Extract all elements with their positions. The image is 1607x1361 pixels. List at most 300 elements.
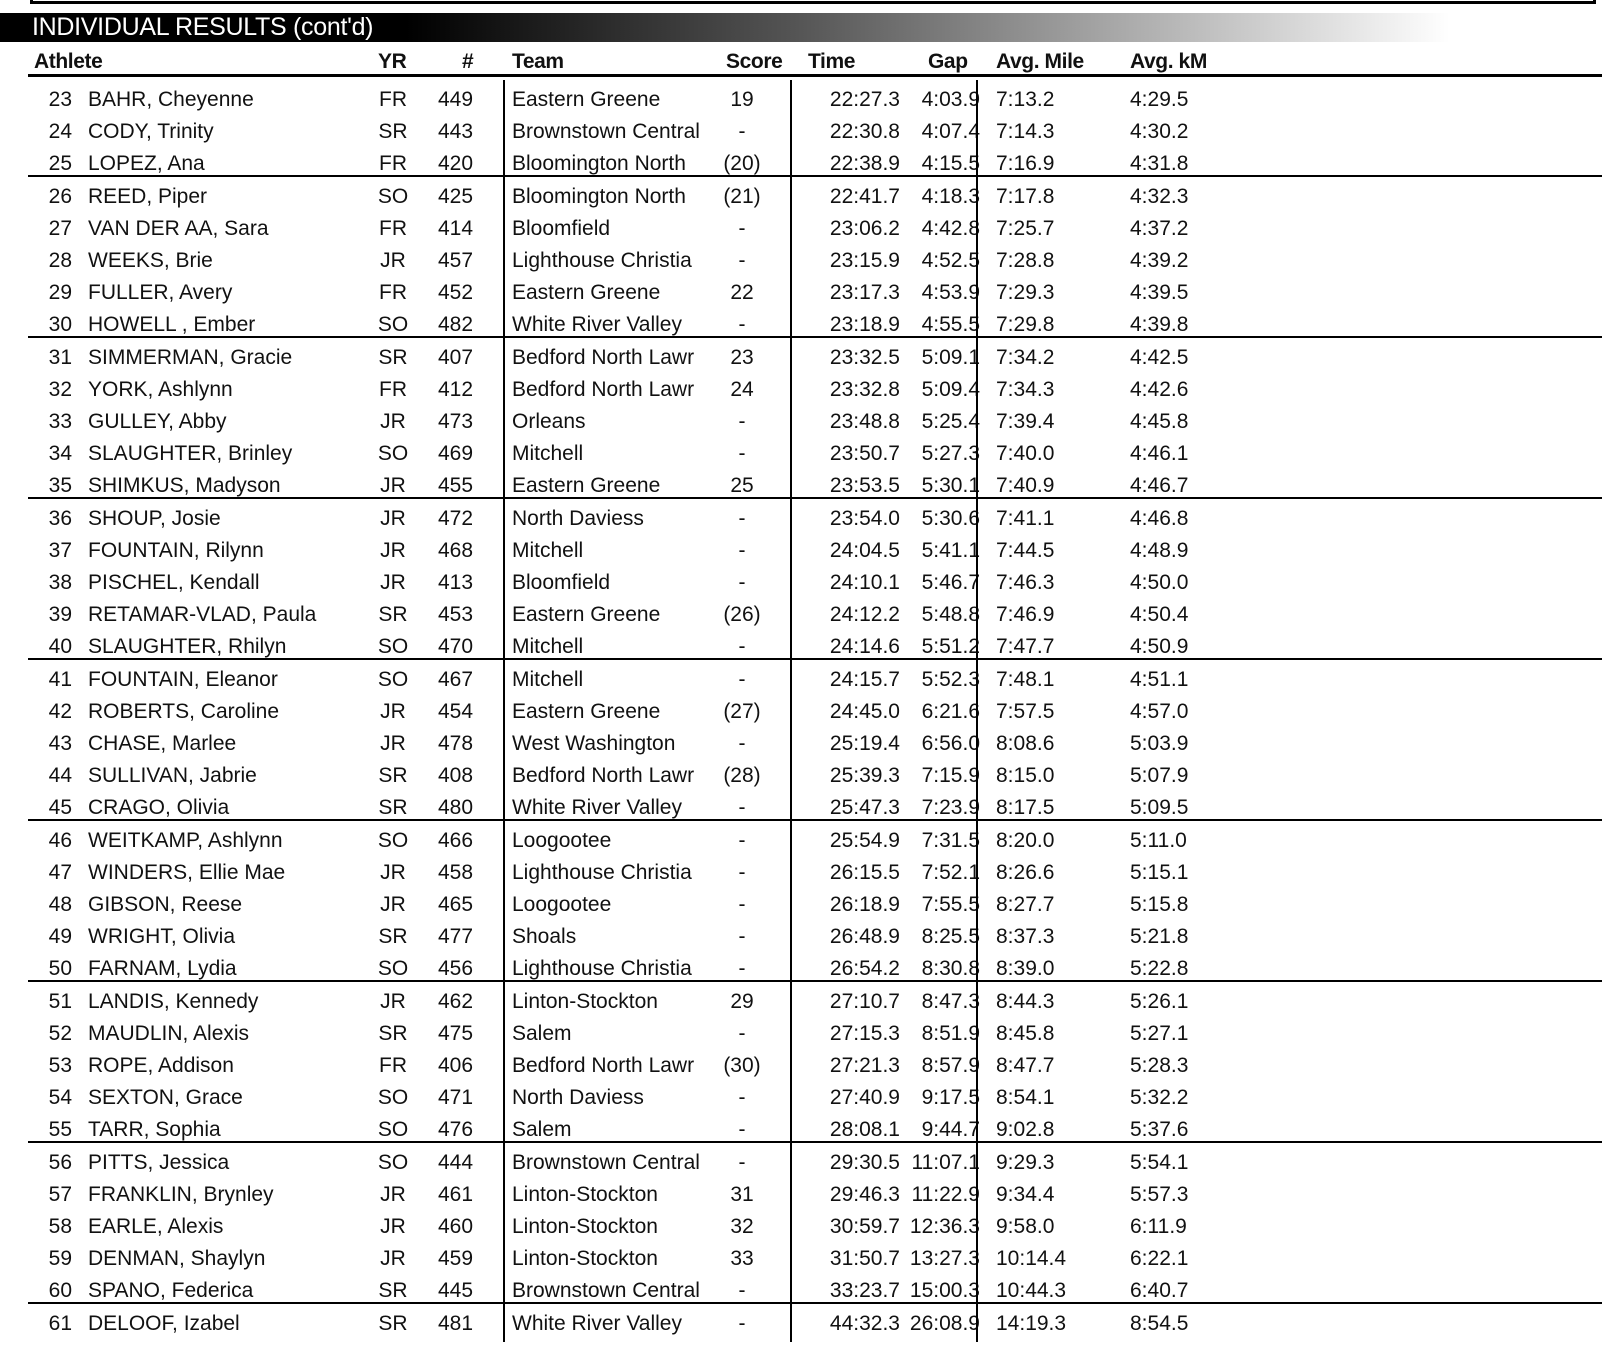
table-row [0,627,1607,659]
score-cell: 23 [730,345,754,369]
place-cell: 56 [48,1150,72,1174]
bib-number-cell: 481 [437,1311,474,1335]
place-cell: 24 [48,120,72,144]
year-cell: JR [380,860,406,884]
avg-mile-cell: 7:44.5 [996,538,1055,562]
athlete-name-cell: SEXTON, Grace [88,1086,243,1110]
bib-number-cell: 456 [437,957,474,981]
avg-mile-cell: 7:57.5 [996,699,1055,723]
athlete-name-cell: FARNAM, Lydia [88,957,237,981]
bib-number-cell: 444 [437,1150,474,1174]
place-cell: 39 [48,603,72,627]
section-banner [0,13,1450,42]
year-cell: FR [379,216,407,240]
place-cell: 54 [48,1086,72,1110]
score-cell: - [738,860,746,884]
bib-number-cell: 445 [437,1279,474,1303]
year-cell: JR [380,989,406,1013]
bib-number-cell: 454 [437,699,474,723]
avg-km-cell: 4:39.2 [1130,249,1189,272]
time-cell: 23:17.3 [829,281,900,305]
avg-mile-cell: 8:27.7 [996,893,1055,916]
score-cell: 32 [730,1215,754,1238]
time-cell: 22:30.8 [829,120,900,144]
athlete-name-cell: FOUNTAIN, Eleanor [88,667,278,691]
team-cell: Loogootee [512,893,612,916]
avg-mile-cell: 14:19.3 [996,1311,1067,1335]
avg-km-cell: 4:51.1 [1130,667,1189,691]
athlete-name-cell: GULLEY, Abby [88,410,227,433]
athlete-name-cell: TARR, Sophia [88,1118,221,1142]
gap-cell: 4:53.9 [921,281,980,305]
gap-cell: 8:30.8 [921,957,980,981]
score-cell: 33 [730,1247,754,1271]
score-cell: 31 [730,1182,754,1206]
team-cell: Linton-Stockton [512,1215,658,1238]
column-divider [976,80,978,1342]
avg-mile-cell: 7:34.3 [996,377,1055,401]
athlete-name-cell: FULLER, Avery [88,281,233,305]
header-yr: YR [378,50,407,73]
team-cell: North Daviess [512,506,644,530]
score-cell: - [738,796,746,820]
gap-cell: 4:42.8 [921,216,980,240]
team-cell: Salem [512,1118,572,1142]
gap-cell: 4:03.9 [921,88,980,111]
gap-cell: 7:15.9 [921,764,980,788]
avg-km-cell: 4:42.5 [1130,345,1189,369]
header-gap: Gap [928,50,968,73]
avg-km-cell: 5:09.5 [1130,796,1189,820]
gap-cell: 4:52.5 [921,249,980,272]
year-cell: JR [380,474,406,498]
gap-cell: 7:31.5 [921,828,980,852]
gap-cell: 12:36.3 [909,1215,980,1238]
avg-km-cell: 4:29.5 [1130,88,1189,111]
year-cell: SO [377,184,409,208]
avg-km-cell: 5:11.0 [1130,828,1187,852]
place-cell: 43 [48,732,72,755]
score-cell: (28) [723,764,761,788]
time-cell: 27:21.3 [829,1054,900,1077]
avg-km-cell: 4:39.5 [1130,281,1189,305]
avg-km-cell: 4:50.9 [1130,635,1189,659]
score-cell: - [738,635,746,659]
athlete-name-cell: SIMMERMAN, Gracie [88,345,293,369]
team-cell: Mitchell [512,635,584,659]
athlete-name-cell: LOPEZ, Ana [88,152,205,176]
gap-cell: 5:30.1 [921,474,980,498]
time-cell: 22:27.3 [829,88,900,111]
table-row [0,177,1607,209]
place-cell: 49 [48,925,72,949]
gap-cell: 26:08.9 [909,1311,980,1335]
score-cell: - [738,1021,746,1045]
team-cell: Linton-Stockton [512,1182,658,1206]
avg-km-cell: 5:21.8 [1130,925,1189,949]
table-row [0,1143,1607,1175]
team-cell: White River Valley [512,796,682,820]
avg-mile-cell: 8:37.3 [996,925,1055,949]
score-cell: - [738,442,746,466]
avg-km-cell: 4:46.1 [1130,442,1189,466]
avg-km-cell: 4:39.8 [1130,313,1189,337]
avg-km-cell: 4:42.6 [1130,377,1189,401]
avg-mile-cell: 8:15.0 [996,764,1055,788]
avg-mile-cell: 7:25.7 [996,216,1055,240]
score-cell: - [738,506,746,530]
header-rule [28,74,1602,77]
avg-mile-cell: 7:46.3 [996,571,1055,594]
year-cell: JR [380,732,406,755]
bib-number-cell: 482 [437,313,474,337]
place-cell: 59 [48,1247,72,1271]
athlete-name-cell: SPANO, Federica [88,1279,254,1303]
score-cell: - [738,957,746,981]
table-row [0,531,1607,563]
avg-km-cell: 5:54.1 [1130,1150,1189,1174]
place-cell: 40 [48,635,72,659]
avg-km-cell: 5:07.9 [1130,764,1189,788]
avg-mile-cell: 8:20.0 [996,828,1055,852]
gap-cell: 5:09.1 [921,345,980,369]
team-cell: Bloomfield [512,216,611,240]
score-cell: - [738,1311,746,1335]
place-cell: 52 [48,1021,72,1045]
gap-cell: 9:44.7 [921,1118,980,1142]
gap-cell: 8:57.9 [921,1054,980,1077]
gap-cell: 5:51.2 [921,635,980,659]
team-cell: West Washington [512,732,676,755]
time-cell: 44:32.3 [829,1311,900,1335]
score-cell: - [738,732,746,755]
avg-mile-cell: 7:34.2 [996,345,1055,369]
time-cell: 25:39.3 [829,764,900,788]
bib-number-cell: 467 [437,667,474,691]
time-cell: 23:48.8 [829,410,900,433]
year-cell: SO [377,1118,409,1142]
time-cell: 23:15.9 [829,249,900,272]
table-row [0,1110,1607,1142]
place-cell: 41 [48,667,72,691]
avg-mile-cell: 7:40.0 [996,442,1055,466]
time-cell: 26:18.9 [829,893,900,916]
score-cell: - [738,828,746,852]
score-cell: - [738,571,746,594]
place-cell: 27 [48,216,72,240]
team-cell: Bloomington North [512,184,686,208]
table-row [0,917,1607,949]
bib-number-cell: 408 [437,764,474,788]
score-cell: - [738,249,746,272]
table-row [0,466,1607,498]
avg-km-cell: 4:57.0 [1130,699,1189,723]
team-cell: Eastern Greene [512,603,661,627]
year-cell: SO [377,828,409,852]
avg-km-cell: 4:46.7 [1130,474,1189,498]
avg-mile-cell: 7:48.1 [996,667,1055,691]
team-cell: Shoals [512,925,577,949]
year-cell: FR [379,377,407,401]
team-cell: Eastern Greene [512,281,661,305]
bib-number-cell: 458 [437,860,474,884]
gap-cell: 5:41.1 [921,538,980,562]
place-cell: 58 [48,1215,72,1238]
gap-cell: 4:55.5 [921,313,980,337]
year-cell: SR [378,345,408,369]
year-cell: SO [377,957,409,981]
header-avg-mile: Avg. Mile [996,50,1084,73]
avg-mile-cell: 9:29.3 [996,1150,1055,1174]
time-cell: 23:32.8 [829,377,900,401]
score-cell: - [738,925,746,949]
avg-mile-cell: 7:13.2 [996,88,1055,111]
place-cell: 31 [48,345,72,369]
avg-mile-cell: 8:54.1 [996,1086,1055,1110]
column-divider [790,80,792,1342]
time-cell: 25:19.4 [829,732,900,755]
score-cell: (21) [723,184,761,208]
place-cell: 57 [48,1182,72,1206]
team-cell: Bedford North Lawr [512,377,695,401]
table-row [0,370,1607,402]
place-cell: 42 [48,699,72,723]
place-cell: 29 [48,281,72,305]
bib-number-cell: 477 [437,925,474,949]
table-row [0,499,1607,531]
table-row [0,724,1607,756]
year-cell: FR [379,88,407,111]
bib-number-cell: 457 [437,249,474,272]
team-cell: Lighthouse Christia [512,249,692,272]
score-cell: - [738,120,746,144]
place-cell: 46 [48,828,72,852]
table-row [0,788,1607,820]
time-cell: 23:32.5 [829,345,900,369]
athlete-name-cell: PITTS, Jessica [88,1150,230,1174]
header-score: Score [726,50,783,73]
time-cell: 24:15.7 [829,667,900,691]
bib-number-cell: 414 [437,216,474,240]
table-row [0,756,1607,788]
year-cell: SO [377,313,409,337]
table-row [0,273,1607,305]
gap-cell: 7:23.9 [921,796,980,820]
bib-number-cell: 459 [437,1247,474,1271]
athlete-name-cell: SHOUP, Josie [88,506,221,530]
team-cell: Lighthouse Christia [512,860,692,884]
score-cell: 25 [730,474,754,498]
score-cell: 19 [730,88,754,111]
table-row [0,1239,1607,1271]
athlete-name-cell: HOWELL , Ember [88,313,256,337]
year-cell: JR [380,1247,406,1271]
athlete-name-cell: SLAUGHTER, Rhilyn [88,635,287,659]
time-cell: 29:46.3 [829,1182,900,1206]
place-cell: 28 [48,249,72,272]
gap-cell: 7:52.1 [921,860,980,884]
bib-number-cell: 425 [437,184,474,208]
year-cell: SR [378,1021,408,1045]
bib-number-cell: 453 [437,603,474,627]
year-cell: JR [380,893,406,916]
bib-number-cell: 412 [437,377,474,401]
time-cell: 22:41.7 [829,184,900,208]
gap-cell: 13:27.3 [909,1247,980,1271]
place-cell: 36 [48,506,72,530]
team-cell: Eastern Greene [512,699,661,723]
avg-mile-cell: 7:40.9 [996,474,1055,498]
team-cell: Brownstown Central [512,1279,700,1303]
time-cell: 33:23.7 [829,1279,900,1303]
avg-mile-cell: 9:02.8 [996,1118,1055,1142]
avg-km-cell: 5:32.2 [1130,1086,1189,1110]
year-cell: JR [380,506,406,530]
team-cell: Brownstown Central [512,120,700,144]
score-cell: 24 [730,377,754,401]
table-row [0,1078,1607,1110]
team-cell: White River Valley [512,1311,682,1335]
gap-cell: 5:48.8 [921,603,980,627]
avg-mile-cell: 8:47.7 [996,1054,1055,1077]
year-cell: JR [380,1182,406,1206]
table-row [0,144,1607,176]
place-cell: 61 [48,1311,72,1335]
gap-cell: 7:55.5 [921,893,980,916]
athlete-name-cell: SHIMKUS, Madyson [88,474,281,498]
gap-cell: 5:09.4 [921,377,980,401]
time-cell: 26:15.5 [829,860,900,884]
bib-number-cell: 462 [437,989,474,1013]
bib-number-cell: 470 [437,635,474,659]
score-cell: - [738,410,746,433]
team-cell: Orleans [512,410,586,433]
table-row [0,209,1607,241]
avg-km-cell: 6:22.1 [1130,1247,1189,1271]
table-row [0,112,1607,144]
year-cell: SO [377,1086,409,1110]
score-cell: (27) [723,699,761,723]
year-cell: SR [378,120,408,144]
time-cell: 23:54.0 [829,506,900,530]
avg-km-cell: 4:45.8 [1130,410,1189,433]
team-cell: Bedford North Lawr [512,764,695,788]
gap-cell: 11:22.9 [911,1182,980,1206]
team-cell: Linton-Stockton [512,1247,658,1271]
avg-mile-cell: 7:17.8 [996,184,1055,208]
athlete-name-cell: ROPE, Addison [88,1054,234,1077]
table-row [0,241,1607,273]
year-cell: SO [377,442,409,466]
avg-mile-cell: 8:45.8 [996,1021,1055,1045]
avg-km-cell: 4:46.8 [1130,506,1189,530]
header-team: Team [512,50,564,73]
athlete-name-cell: SULLIVAN, Jabrie [88,764,257,788]
avg-mile-cell: 7:14.3 [996,120,1055,144]
bib-number-cell: 469 [437,442,474,466]
team-cell: North Daviess [512,1086,644,1110]
time-cell: 27:15.3 [829,1021,900,1045]
team-cell: Eastern Greene [512,474,661,498]
avg-km-cell: 5:28.3 [1130,1054,1189,1077]
header-time: Time [808,50,856,73]
bib-number-cell: 407 [437,345,474,369]
avg-km-cell: 4:37.2 [1130,216,1189,240]
year-cell: FR [379,281,407,305]
bib-number-cell: 465 [437,893,474,916]
year-cell: JR [380,1215,406,1238]
time-cell: 24:12.2 [829,603,900,627]
bib-number-cell: 480 [437,796,474,820]
table-row [0,1014,1607,1046]
team-cell: Linton-Stockton [512,989,658,1013]
table-row [0,80,1607,112]
team-cell: Mitchell [512,667,584,691]
place-cell: 26 [48,184,72,208]
avg-km-cell: 4:48.9 [1130,538,1189,562]
athlete-name-cell: EARLE, Alexis [88,1215,224,1238]
avg-mile-cell: 7:46.9 [996,603,1055,627]
table-row [0,1304,1607,1336]
team-cell: White River Valley [512,313,682,337]
place-cell: 33 [48,410,72,433]
team-cell: Bloomington North [512,152,686,176]
avg-mile-cell: 9:58.0 [996,1215,1055,1238]
bib-number-cell: 452 [437,281,474,305]
bib-number-cell: 478 [437,732,474,755]
time-cell: 24:04.5 [829,538,900,562]
bib-number-cell: 460 [437,1215,474,1238]
year-cell: SR [378,764,408,788]
header-avg-km: Avg. kM [1130,50,1207,73]
place-cell: 30 [48,313,72,337]
table-row [0,885,1607,917]
gap-cell: 8:25.5 [921,925,980,949]
header-num: # [462,50,474,73]
athlete-name-cell: CRAGO, Olivia [88,796,230,820]
gap-cell: 4:15.5 [921,152,980,176]
time-cell: 30:59.7 [829,1215,900,1238]
bib-number-cell: 471 [437,1086,474,1110]
score-cell: 29 [730,989,754,1013]
table-row [0,949,1607,981]
avg-mile-cell: 8:08.6 [996,732,1055,755]
place-cell: 23 [48,88,72,111]
athlete-name-cell: FOUNTAIN, Rilynn [88,538,264,562]
team-cell: Brownstown Central [512,1150,700,1174]
gap-cell: 6:21.6 [921,699,980,723]
athlete-name-cell: CHASE, Marlee [88,732,237,755]
gap-cell: 5:25.4 [921,410,980,433]
gap-cell: 5:30.6 [921,506,980,530]
avg-mile-cell: 7:41.1 [996,506,1055,530]
table-row [0,434,1607,466]
avg-mile-cell: 8:26.6 [996,860,1055,884]
athlete-name-cell: BAHR, Cheyenne [88,88,254,111]
avg-mile-cell: 9:34.4 [996,1182,1055,1206]
place-cell: 50 [48,957,72,981]
time-cell: 26:48.9 [829,925,900,949]
athlete-name-cell: VAN DER AA, Sara [88,216,269,240]
avg-mile-cell: 7:28.8 [996,249,1055,272]
score-cell: - [738,1150,746,1174]
gap-cell: 5:27.3 [921,442,980,466]
avg-mile-cell: 7:29.8 [996,313,1055,337]
avg-km-cell: 4:50.0 [1130,571,1189,594]
place-cell: 38 [48,571,72,594]
bib-number-cell: 455 [437,474,474,498]
year-cell: SR [378,1311,408,1335]
